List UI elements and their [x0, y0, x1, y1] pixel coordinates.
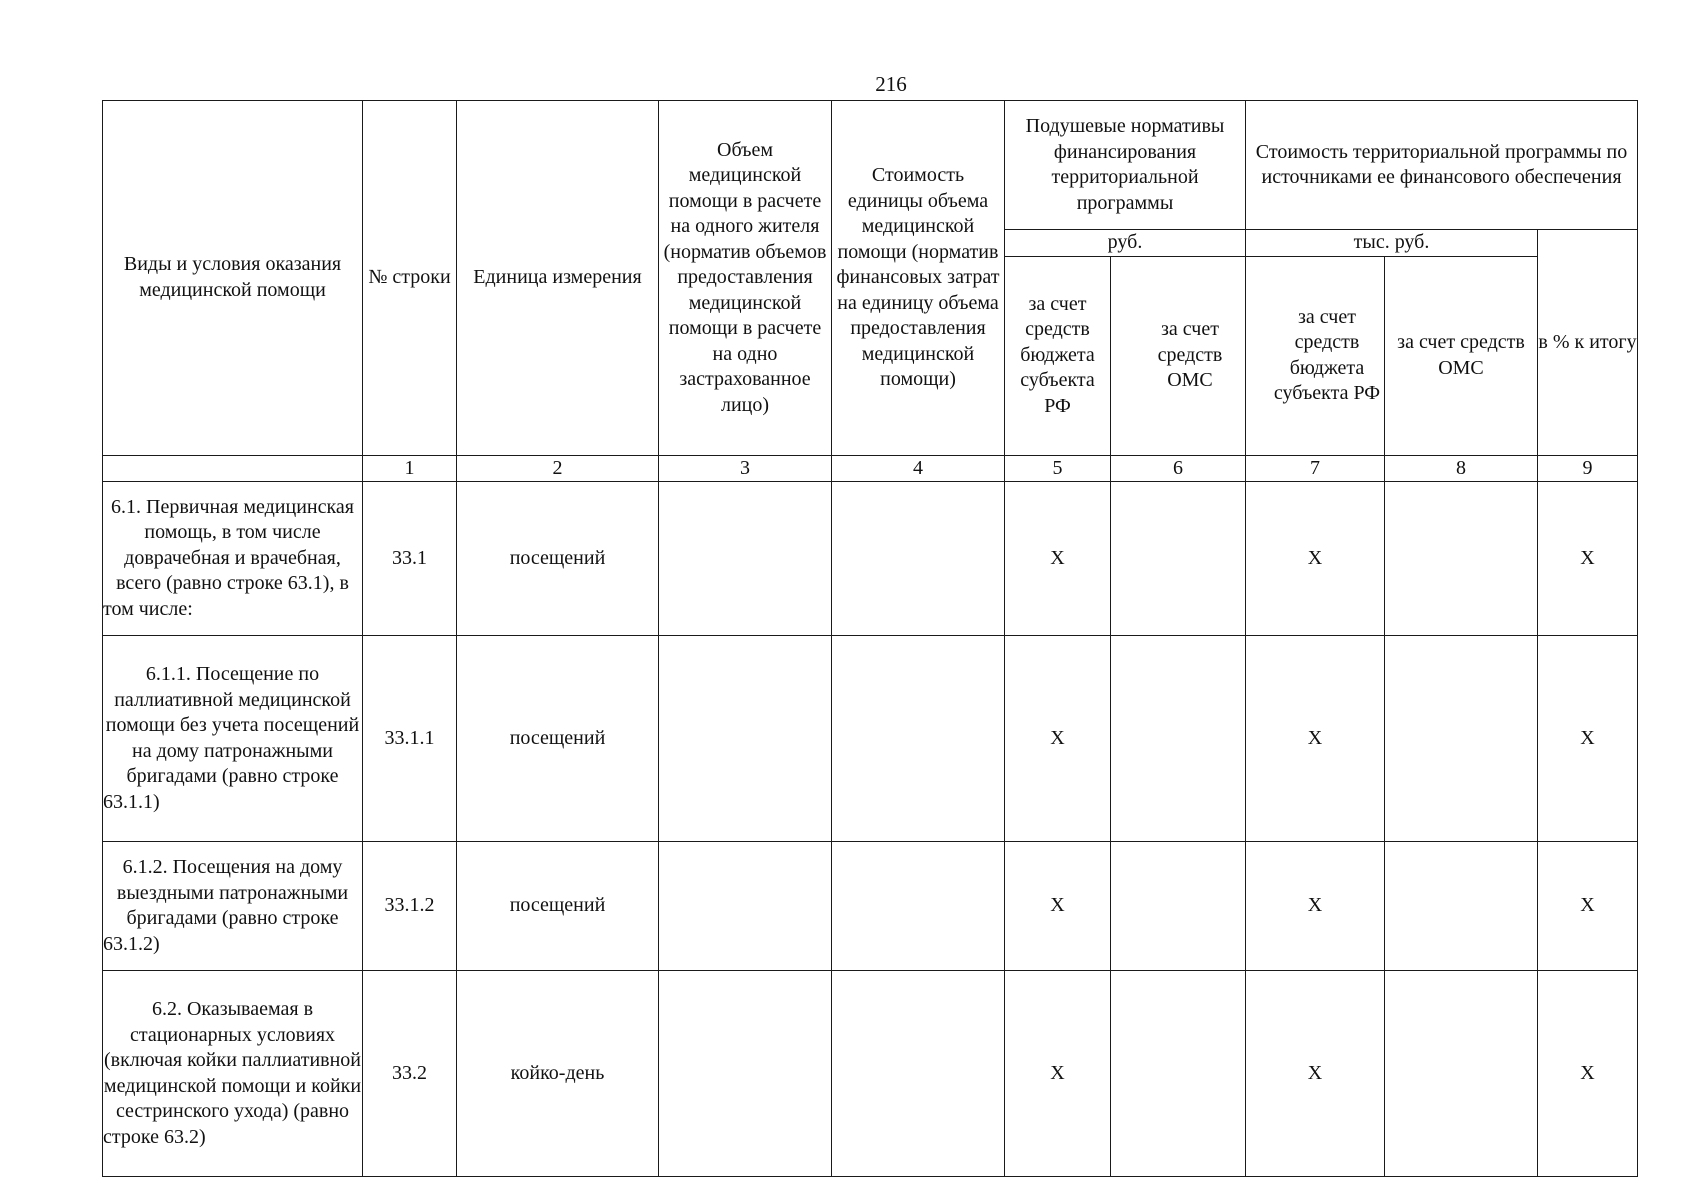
row-unit: посещений	[457, 636, 659, 842]
header-unit-rub: руб.	[1005, 230, 1246, 257]
row-col-8	[1385, 971, 1538, 1177]
row-cost	[832, 971, 1005, 1177]
row-unit: посещений	[457, 842, 659, 971]
row-cost	[832, 636, 1005, 842]
row-col-9: Х	[1538, 842, 1638, 971]
row-label: 6.2. Оказываемая в стационарных условиях (включая койки паллиативной медицинской помощи и койки сестринского ухода) (равно строке 63.2)	[103, 971, 363, 1177]
row-col-5: Х	[1005, 842, 1111, 971]
row-col-6	[1111, 636, 1246, 842]
row-col-6	[1111, 482, 1246, 636]
header-unit-thousand-rub: тыс. руб.	[1246, 230, 1538, 257]
row-col-9: Х	[1538, 971, 1638, 1177]
page-number: 216	[875, 72, 907, 96]
row-col-6	[1111, 842, 1246, 971]
header-sub-budget-rf-5: за счет средств бюджета субъекта РФ	[1005, 256, 1111, 455]
row-col-5: Х	[1005, 482, 1111, 636]
row-col-7: Х	[1246, 636, 1385, 842]
column-numbers-row	[103, 455, 1638, 482]
header-sub-oms-8: за счет средств ОМС	[1385, 256, 1538, 455]
row-col-7: Х	[1246, 971, 1385, 1177]
header-col-unit: Единица измерения	[457, 101, 659, 456]
table-row	[103, 971, 1638, 1177]
row-volume	[659, 482, 832, 636]
header-col-cost: Стоимость единицы объема медицинской помощи (норматив финансовых затрат на единицу объема предоставления медицинской помощи)	[832, 101, 1005, 456]
row-col-8	[1385, 842, 1538, 971]
row-col-8	[1385, 482, 1538, 636]
row-col-5: Х	[1005, 971, 1111, 1177]
row-number: 33.1.1	[363, 636, 457, 842]
row-cost	[832, 482, 1005, 636]
table-row	[103, 482, 1638, 636]
row-volume	[659, 636, 832, 842]
column-number: 6	[1111, 455, 1246, 482]
row-number: 33.2	[363, 971, 457, 1177]
row-volume	[659, 971, 832, 1177]
row-col-5: Х	[1005, 636, 1111, 842]
row-number: 33.1	[363, 482, 457, 636]
column-number: 2	[457, 455, 659, 482]
header-sub-oms-6: за счет средств ОМС	[1111, 256, 1246, 455]
header-col-kind: Виды и условия оказания медицинской помощи	[103, 101, 363, 456]
column-number: 5	[1005, 455, 1111, 482]
header-row-1	[103, 101, 1638, 230]
header-sub-budget-rf-7: за счет средств бюджета субъекта РФ	[1246, 256, 1385, 455]
row-unit: койко-день	[457, 971, 659, 1177]
column-number: 4	[832, 455, 1005, 482]
row-label: 6.1.1. Посещение по паллиативной медицинской помощи без учета посещений на дому патронажными бригадами (равно строке 63.1.1)	[103, 636, 363, 842]
column-number: 7	[1246, 455, 1385, 482]
row-unit: посещений	[457, 482, 659, 636]
column-number: 1	[363, 455, 457, 482]
header-col-volume: Объем медицинской помощи в расчете на одного жителя (норматив объемов предоставления медицинской помощи в расчете на одно застрахованное лицо)	[659, 101, 832, 456]
column-number	[103, 455, 363, 482]
header-sub-percent: в % к итогу	[1538, 230, 1638, 456]
row-col-9: Х	[1538, 636, 1638, 842]
header-col-row-no: № строки	[363, 101, 457, 456]
row-col-6	[1111, 971, 1246, 1177]
column-number: 3	[659, 455, 832, 482]
header-group-program-cost: Стоимость территориальной программы по источниками ее финансового обеспечения	[1246, 101, 1638, 230]
row-label: 6.1.2. Посещения на дому выездными патронажными бригадами (равно строке 63.1.2)	[103, 842, 363, 971]
table-row	[103, 636, 1638, 842]
header-group-per-capita: Подушевые нормативы финансирования территориальной программы	[1005, 101, 1246, 230]
row-col-8	[1385, 636, 1538, 842]
row-number: 33.1.2	[363, 842, 457, 971]
row-volume	[659, 842, 832, 971]
row-col-9: Х	[1538, 482, 1638, 636]
financing-table	[102, 100, 1638, 1177]
row-label: 6.1. Первичная медицинская помощь, в том числе доврачебная и врачебная, всего (равно строке 63.1), в том числе:	[103, 482, 363, 636]
row-col-7: Х	[1246, 482, 1385, 636]
column-number: 8	[1385, 455, 1538, 482]
table-row	[103, 842, 1638, 971]
row-col-7: Х	[1246, 842, 1385, 971]
column-number: 9	[1538, 455, 1638, 482]
row-cost	[832, 842, 1005, 971]
